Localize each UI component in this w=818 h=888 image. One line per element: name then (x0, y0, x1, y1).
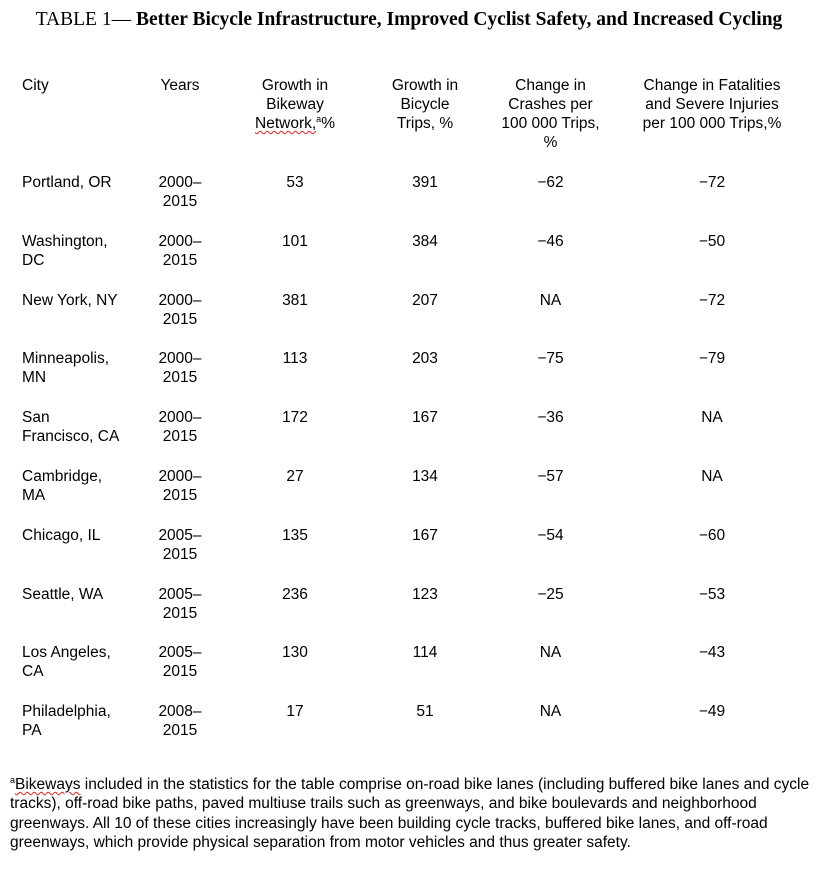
cell-fatal: −72 (698, 174, 726, 191)
cell-trips: 203 (412, 350, 438, 367)
cell-bikeway: 17 (286, 703, 304, 720)
cell-bikeway: 172 (282, 409, 308, 426)
cell-years: 2000– 2015 (158, 292, 202, 328)
cell-years: 2005– 2015 (158, 527, 202, 563)
header-fatalities-change: Change in Fatalities and Severe Injuries per 100 000 Trips,% (642, 77, 782, 132)
cell-fatal: NA (701, 468, 723, 485)
header-bikeway-footnote-marker: a (316, 113, 322, 124)
cell-trips: 123 (412, 586, 438, 603)
cell-years: 2000– 2015 (158, 350, 202, 386)
cell-trips: 167 (412, 409, 438, 426)
cell-city: Chicago, IL (22, 527, 101, 544)
cell-city: San Francisco, CA (22, 409, 120, 445)
table-title-prefix: TABLE 1— (35, 9, 136, 30)
header-years: Years (160, 77, 200, 94)
cell-years: 2000– 2015 (158, 468, 202, 504)
cell-bikeway: 113 (282, 350, 308, 367)
cell-city: Washington, DC (22, 233, 108, 269)
header-bikeway-unit: % (321, 115, 335, 132)
cell-crashes: −46 (537, 233, 564, 250)
footnote-marker: a (10, 774, 16, 785)
cell-fatal: −72 (698, 292, 726, 309)
cell-fatal: −50 (698, 233, 726, 250)
cell-years: 2005– 2015 (158, 644, 202, 680)
cell-fatal: −60 (698, 527, 726, 544)
cell-years: 2008– 2015 (158, 703, 202, 739)
cell-years: 2000– 2015 (158, 409, 202, 445)
cell-crashes: −54 (537, 527, 564, 544)
header-trips-growth: Growth in Bicycle Trips, % (391, 77, 459, 132)
cell-bikeway: 236 (282, 586, 308, 603)
cell-crashes: −75 (537, 350, 564, 367)
cell-fatal: −49 (698, 703, 726, 720)
footnote-text: included in the statistics for the table comprise on-road bike lanes (including buffered bike lanes and cycle tracks), off-road bike paths, paved multiuse trails such as greenways, and bike boulevards and neighborhood greenways. All 10 of these cities increasingly have been building cycle tracks, buffered bike lanes, and off-road greenways, which provide physical separation from motor vehicles and thus greater safety. (10, 776, 810, 851)
cell-bikeway: 53 (286, 174, 304, 191)
cell-city: Portland, OR (22, 174, 112, 191)
header-city: City (22, 77, 49, 94)
cell-trips: 114 (412, 644, 438, 661)
cell-city: Philadelphia, PA (22, 703, 111, 739)
cell-fatal: −43 (698, 644, 726, 661)
header-bikeway-growth (235, 76, 355, 133)
cell-trips: 384 (412, 233, 438, 250)
cell-city: Minneapolis, MN (22, 350, 110, 386)
cell-years: 2000– 2015 (158, 233, 202, 269)
table-footnote (10, 775, 810, 852)
cell-city: Seattle, WA (22, 586, 104, 603)
cell-crashes: NA (539, 703, 562, 720)
cell-crashes: −62 (537, 174, 564, 191)
cell-fatal: −53 (698, 586, 726, 603)
cell-city: Cambridge, MA (22, 468, 103, 504)
table-title (20, 8, 798, 32)
footnote-first-word: Bikeways (15, 776, 81, 793)
cell-fatal: NA (701, 409, 723, 426)
cell-trips: 207 (412, 292, 438, 309)
cell-bikeway: 130 (282, 644, 308, 661)
header-bikeway-text: Growth in Bikeway Network, (255, 77, 329, 132)
cell-crashes: −25 (537, 586, 564, 603)
cell-fatal: −79 (698, 350, 726, 367)
cell-city: Los Angeles, CA (22, 644, 111, 680)
cell-years: 2005– 2015 (158, 586, 202, 622)
cell-crashes: −36 (537, 409, 564, 426)
table-title-text: Better Bicycle Infrastructure, Improved Cyclist Safety, and Increased Cycling (135, 9, 783, 30)
cell-trips: 167 (412, 527, 438, 544)
cell-bikeway: 27 (286, 468, 304, 485)
cell-trips: 134 (412, 468, 438, 485)
cell-trips: 51 (416, 703, 434, 720)
cell-bikeway: 101 (282, 233, 308, 250)
cell-city: New York, NY (22, 292, 118, 309)
cell-crashes: NA (539, 292, 562, 309)
cell-bikeway: 135 (282, 527, 308, 544)
cell-bikeway: 381 (282, 292, 308, 309)
cell-crashes: −57 (537, 468, 564, 485)
cell-crashes: NA (539, 644, 562, 661)
header-crashes-change: Change in Crashes per 100 000 Trips, % (501, 77, 600, 151)
cell-trips: 391 (412, 174, 438, 191)
cell-years: 2000– 2015 (158, 174, 202, 210)
